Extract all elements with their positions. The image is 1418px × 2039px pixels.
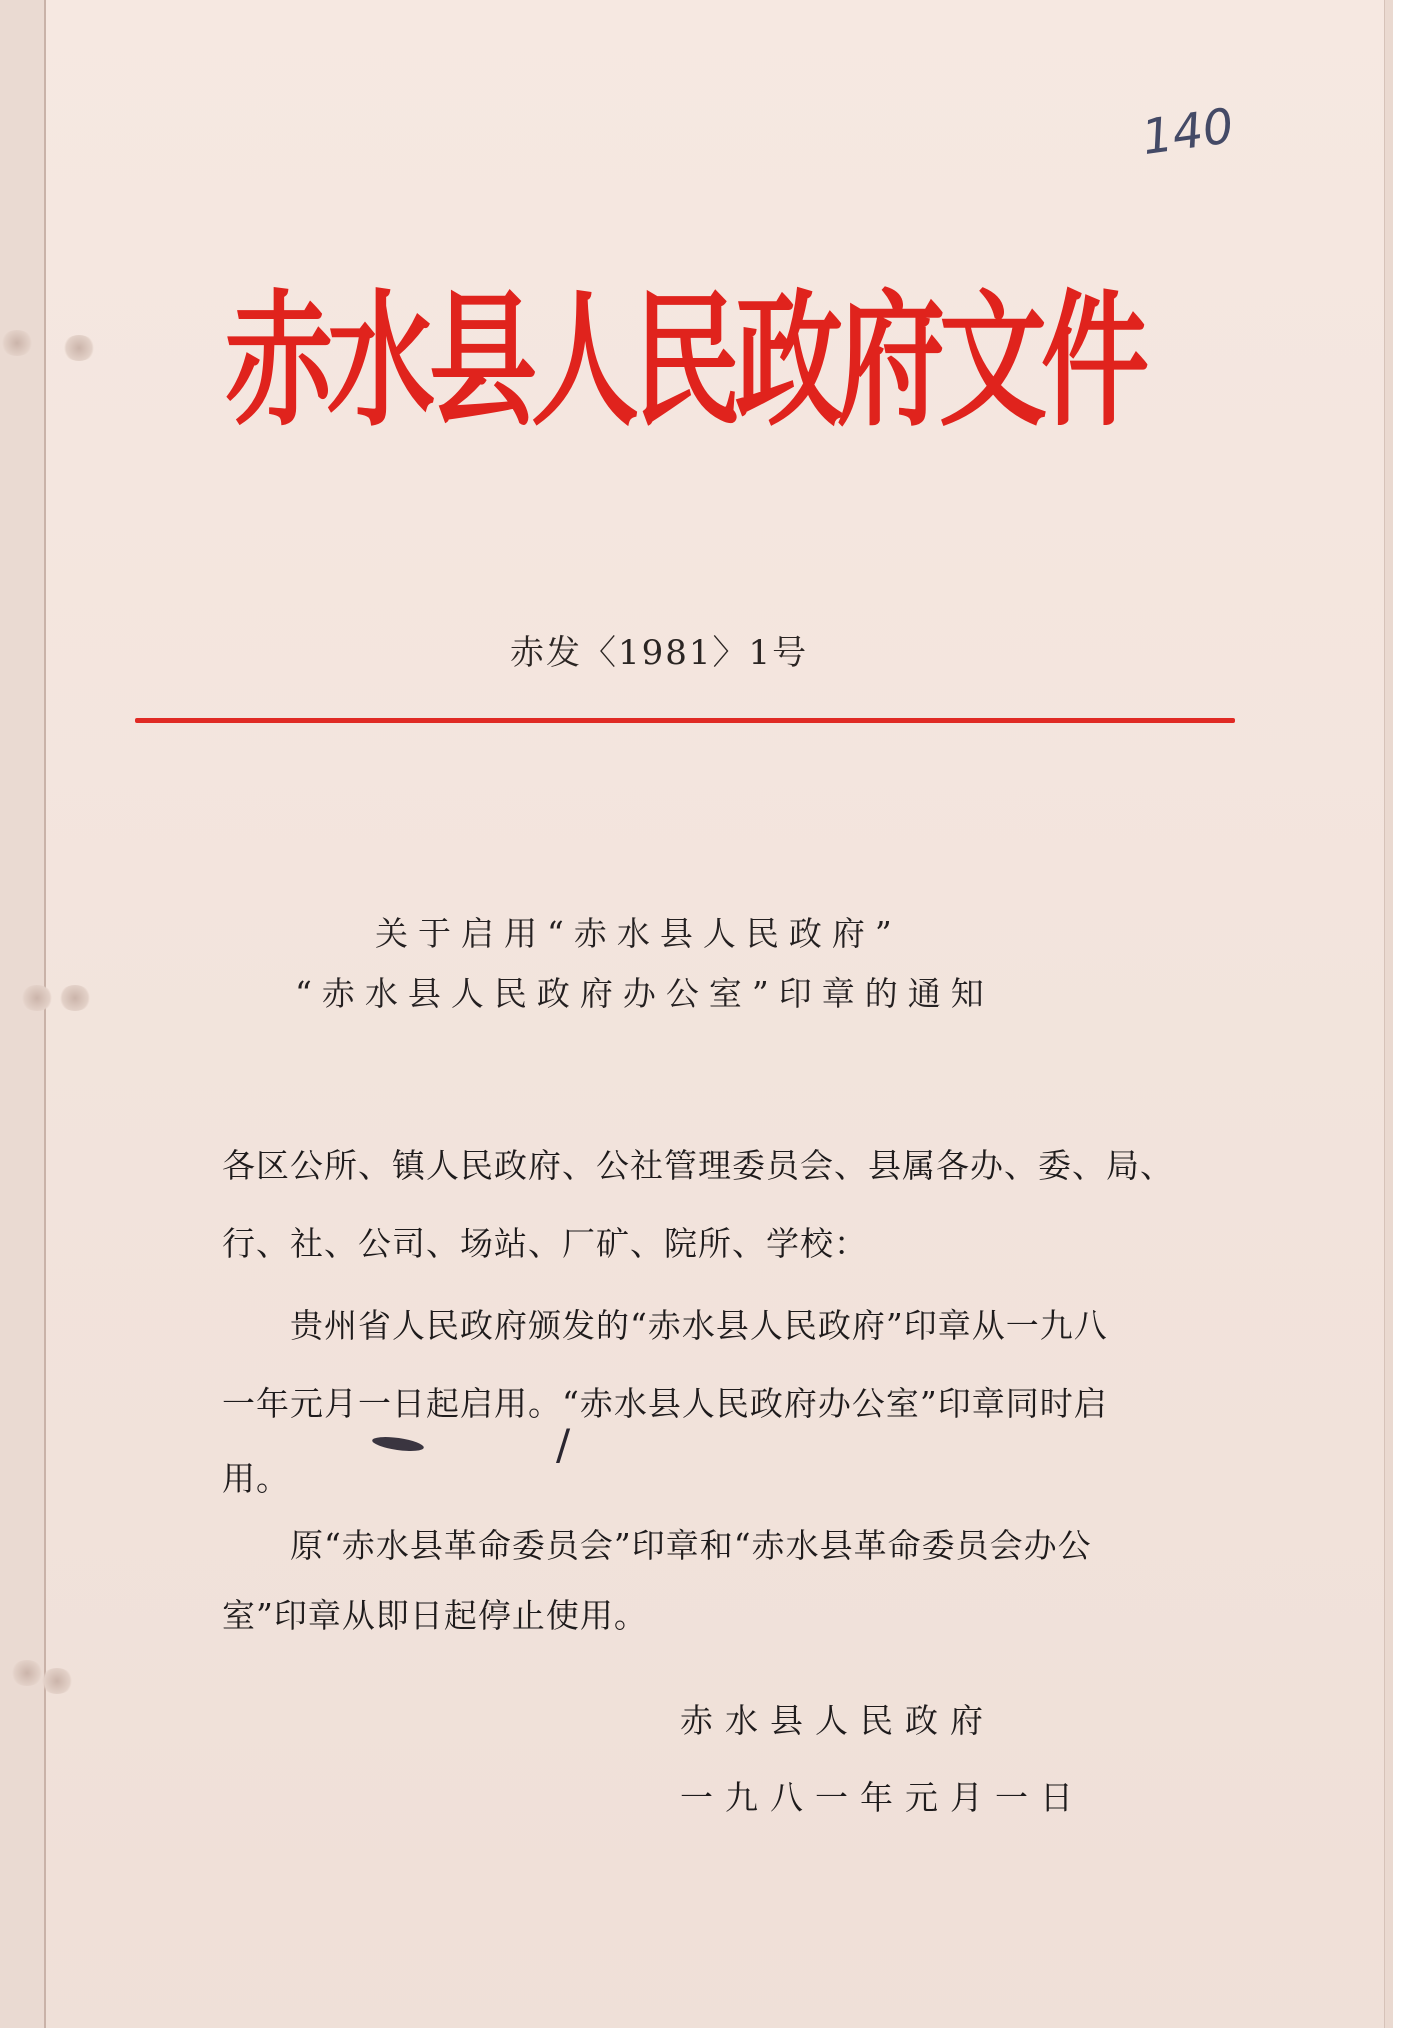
document-number: 赤发〈1981〉1号 — [510, 633, 809, 673]
binding-hole — [62, 335, 96, 361]
paragraph-1-line-1: 贵州省人民政府颁发的“赤水县人民政府”印章从一九八 — [290, 1306, 1108, 1345]
signature-organization: 赤水县人民政府 — [680, 1701, 995, 1740]
pen-mark-dash — [371, 1434, 424, 1453]
document-title: 赤水县人民政府文件 — [225, 277, 1144, 447]
binding-hole — [40, 1668, 74, 1694]
paragraph-1-line-2: 一年元月一日起启用。“赤水县人民政府办公室”印章同时启 — [222, 1384, 1108, 1423]
pen-mark-stroke: / — [556, 1420, 571, 1469]
recipients-line-2: 行、社、公司、场站、厂矿、院所、学校： — [222, 1224, 868, 1263]
paragraph-1-line-3: 用。 — [222, 1459, 290, 1498]
handwritten-page-number: 140 — [1138, 97, 1238, 167]
binding-hole — [20, 985, 54, 1011]
binding-hole — [58, 985, 92, 1011]
recipients-line-1: 各区公所、镇人民政府、公社管理委员会、县属各办、委、局、 — [222, 1146, 1174, 1185]
binding-strip — [0, 0, 46, 2028]
subject-line-2: “赤水县人民政府办公室”印章的通知 — [295, 974, 994, 1013]
signature-date: 一九八一年元月一日 — [680, 1778, 1085, 1817]
binding-hole — [0, 330, 34, 356]
binding-hole — [10, 1660, 44, 1686]
paragraph-2-line-1: 原“赤水县革命委员会”印章和“赤水县革命委员会办公 — [290, 1526, 1092, 1565]
subject-line-1: 关于启用“赤水县人民政府” — [375, 914, 902, 953]
paragraph-2-line-2: 室”印章从即日起停止使用。 — [222, 1596, 648, 1635]
red-divider-line — [135, 718, 1235, 723]
